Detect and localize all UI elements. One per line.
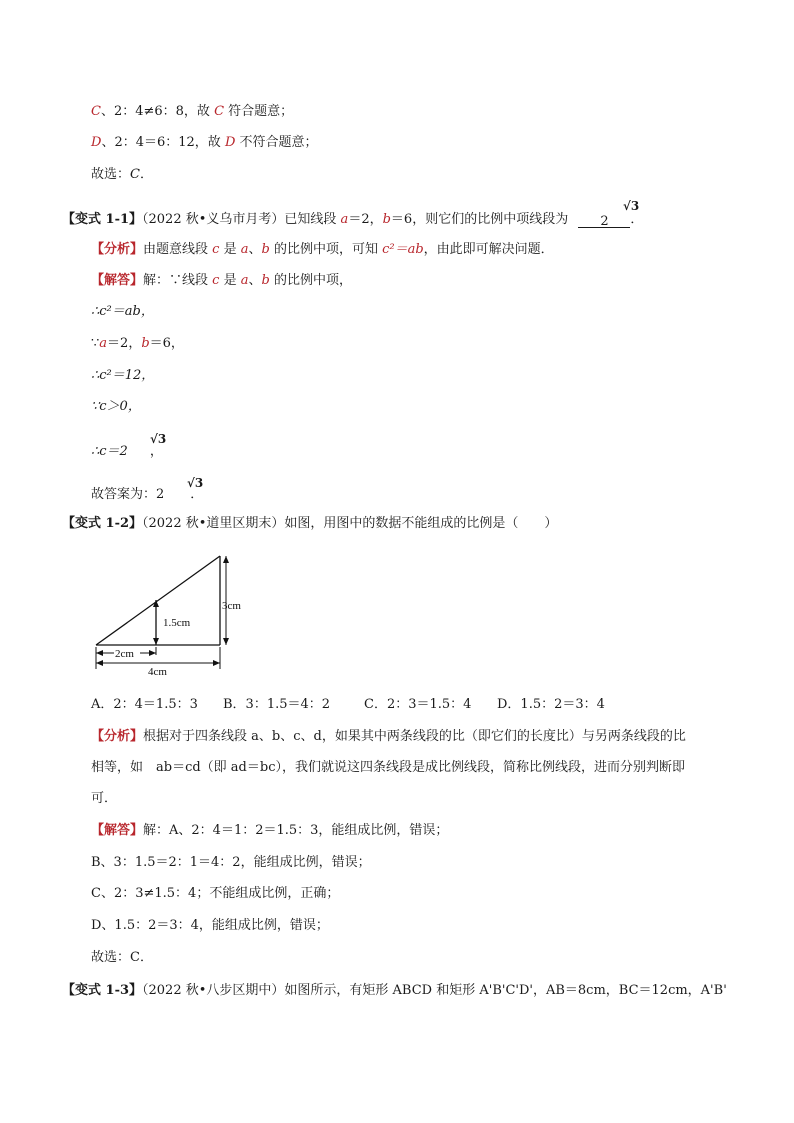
variant-1-1-final: 故答案为：2 ． (91, 487, 204, 502)
solution-c: C、2：3≠1.5：4；不能组成比例，正确； (91, 886, 340, 901)
solution-step-2: ∵a＝2，b＝6， (91, 336, 184, 351)
variant-1-1-analysis: 【分析】由题意线段 c 是 a、b 的比例中项，可知 c²＝ab，由此即可解决问题． (91, 242, 554, 257)
solution-step-5: ∴c＝2 ， (91, 444, 163, 459)
triangle-figure (88, 548, 258, 683)
solution-step-1: ∴c²＝ab， (91, 304, 154, 319)
solution-step-3: ∴c²＝12， (91, 368, 155, 383)
analysis-line-2: 相等，如 ab＝cd（即 ad＝bc），我们就说这四条线段是成比例线段，简称比例线段，进而分别判断即 (91, 760, 685, 775)
label-2cm: 2cm (115, 648, 134, 660)
option-a: A．2：4＝1.5：3 (91, 697, 198, 712)
option-c-explanation: C、2：4≠6：8，故 C 符合题意； (91, 104, 294, 119)
answer-blank: 2 (578, 213, 630, 228)
label-4cm: 4cm (148, 666, 167, 678)
answer-sqrt: √3 (623, 199, 640, 213)
solution-d: D、1.5：2＝3：4，能组成比例，错误； (91, 918, 329, 933)
option-c: C．2：3＝1.5：4 (364, 697, 472, 712)
option-d: D．1.5：2＝3：4 (497, 697, 605, 712)
solution-b: B、3：1.5＝2：1＝4：2，能组成比例，错误； (91, 855, 371, 870)
variant-1-2-analysis: 【分析】根据对于四条线段 a、b、c、d，如果其中两条线段的比（即它们的长度比）与另两条线段的比 (91, 729, 686, 744)
variant-1-3-stem: 【变式 1-3】（2022 秋•八步区期中）如图所示，有矩形 ABCD 和矩形 A'B'C'D'，AB＝8cm，BC＝12cm，A'B' (62, 983, 727, 998)
label-3cm: 3cm (222, 600, 241, 612)
variant-1-2-stem: 【变式 1-2】（2022 秋•道里区期末）如图，用图中的数据不能组成的比例是（ ） (62, 516, 558, 531)
option-b: B．3：1.5＝4：2 (223, 697, 331, 712)
variant-1-1-solution: 【解答】解：∵线段 c 是 a、b 的比例中项， (91, 273, 352, 288)
variant-1-2-solution: 【解答】解：A、2：4＝1：2＝1.5：3，能组成比例，错误； (91, 823, 449, 838)
final-answer-line: 故选：C． (91, 167, 153, 182)
analysis-line-3: 可． (91, 791, 118, 806)
hypotenuse (96, 556, 220, 645)
variant-1-1-stem: 【变式 1-1】（2022 秋•义乌市月考）已知线段 a＝2，b＝6，则它们的比例中项线段为 2 ． (62, 212, 644, 229)
label-1-5cm: 1.5cm (163, 617, 191, 629)
solution-step-4: ∵c＞0， (91, 399, 141, 414)
solution-sqrt: √3 (150, 432, 167, 446)
final-sqrt: √3 (187, 476, 204, 490)
option-d-explanation: D、2：4＝6：12，故 D 不符合题意； (91, 135, 318, 150)
variant-1-2-final: 故选：C． (91, 950, 153, 965)
